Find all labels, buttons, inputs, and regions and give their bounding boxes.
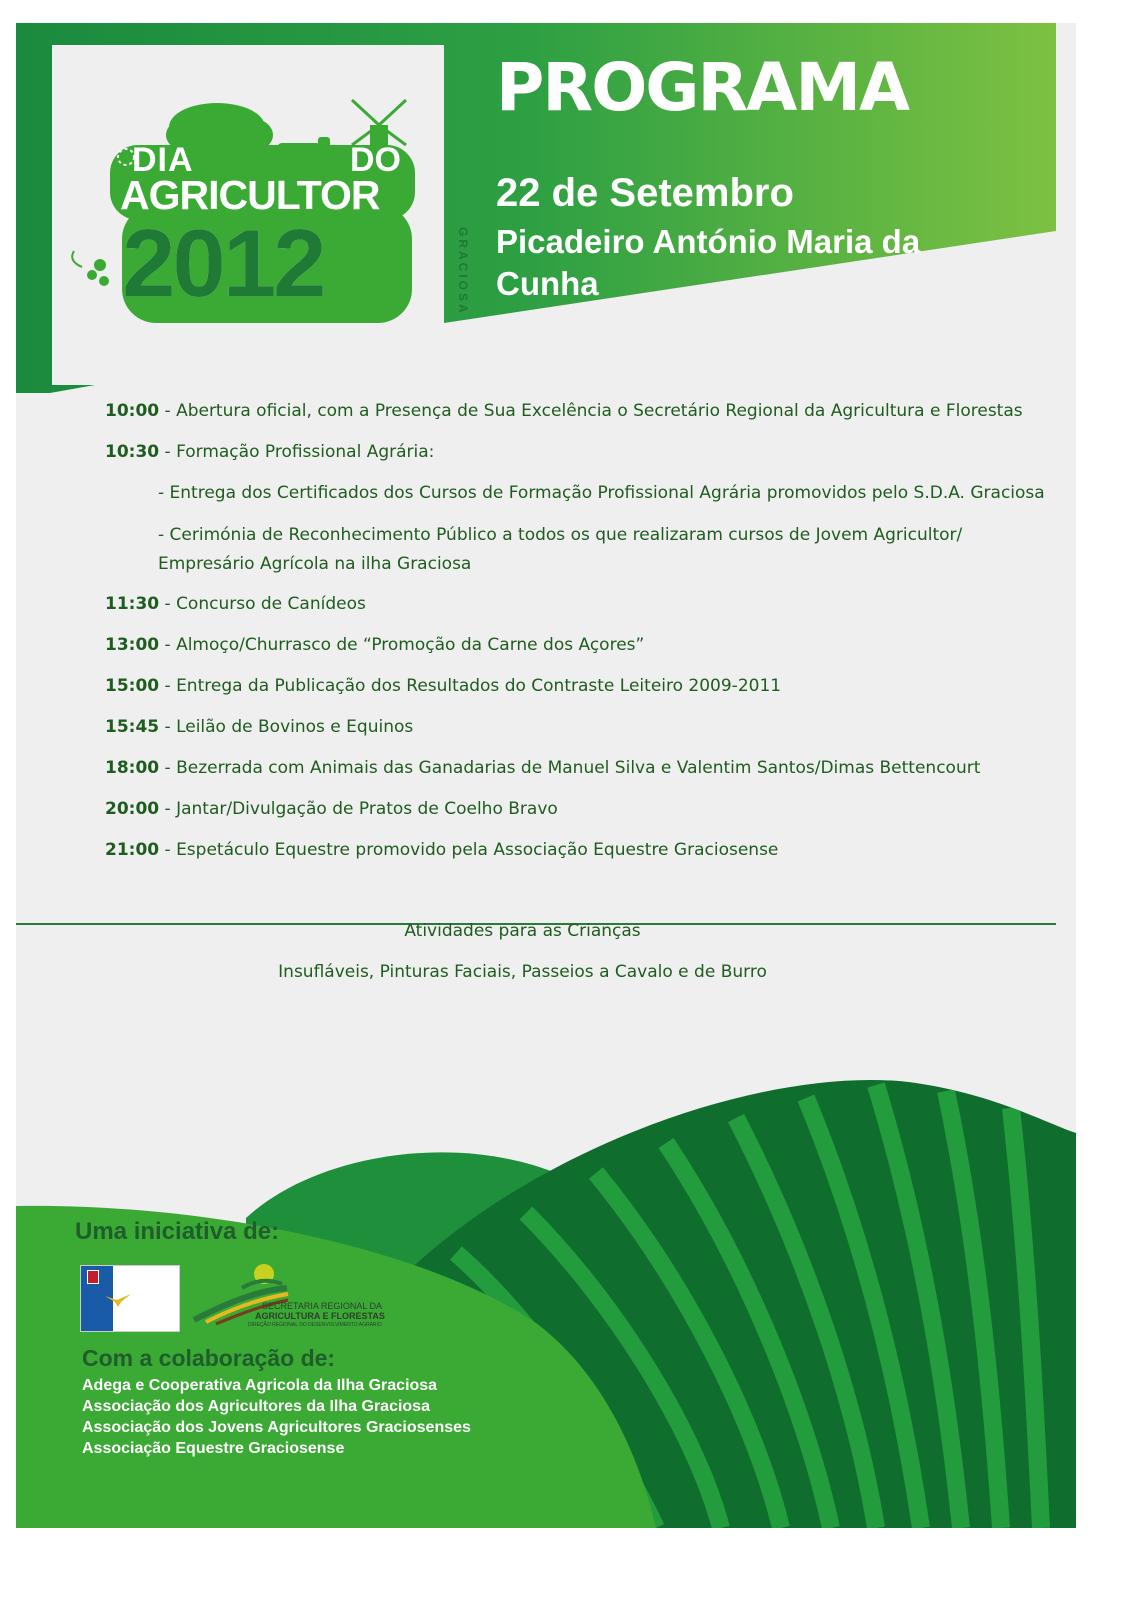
event-venue: Picadeiro António Maria da Cunha bbox=[496, 223, 921, 302]
schedule-item: 11:30 - Concurso de Canídeos bbox=[105, 594, 366, 614]
schedule-list bbox=[105, 398, 1055, 878]
azores-flag-logo bbox=[80, 1265, 180, 1332]
sraf-name-line2: AGRICULTURA E FLORESTAS bbox=[255, 1311, 385, 1321]
sraf-name-line1: SECRETARIA REGIONAL DA bbox=[262, 1301, 383, 1311]
collaboration-list bbox=[82, 1375, 471, 1459]
logo-year: 2012 bbox=[122, 210, 324, 317]
schedule-item: 15:00 - Entrega da Publicação dos Resultados do Contraste Leiteiro 2009-2011 bbox=[105, 676, 782, 696]
partner-item: Associação dos Jovens Agricultores Graciosenses bbox=[82, 1419, 471, 1436]
schedule-item: 13:00 - Almoço/Churrasco de “Promoção da Carne dos Açores” bbox=[105, 635, 645, 655]
schedule-subitem: - Entrega dos Certificados dos Cursos de Formação Profissional Agrária promovidos pelo S.D.A. Graciosa bbox=[158, 483, 1045, 503]
logo-word-agricultor: AGRICULTOR bbox=[120, 172, 380, 218]
schedule-item: 15:45 - Leilão de Bovinos e Equinos bbox=[105, 717, 414, 737]
event-date: 22 de Setembro bbox=[496, 171, 794, 215]
logo-word-do: DO bbox=[350, 141, 401, 179]
schedule-subitem: - Cerimónia de Reconhecimento Público a todos os que realizaram cursos de Jovem Agricultor/ Empresário Agrícola na ilha Graciosa bbox=[158, 525, 963, 574]
partner-item: Associação dos Agricultores da Ilha Graciosa bbox=[82, 1398, 430, 1415]
schedule-item: 18:00 - Bezerrada com Animais das Ganadarias de Manuel Silva e Valentim Santos/Dimas Bettencourt bbox=[105, 758, 981, 778]
logo-word-dia: DIA bbox=[132, 141, 194, 179]
kids-activities-list: Insufláveis, Pinturas Faciais, Passeios a Cavalo e de Burro bbox=[278, 962, 767, 982]
sraf-name-line3: DIREÇÃO REGIONAL DO DESENVOLVIMENTO AGRÁRIO bbox=[248, 1322, 382, 1328]
goshawk-icon bbox=[103, 1288, 133, 1308]
schedule-item: 21:00 - Espetáculo Equestre promovido pela Associação Equestre Graciosense bbox=[105, 840, 779, 860]
collaboration-title: Com a colaboração de: bbox=[82, 1345, 336, 1371]
logo-place: GRACIOSA bbox=[456, 227, 470, 316]
flag-crest-icon bbox=[87, 1270, 99, 1284]
initiative-title: Uma iniciativa de: bbox=[75, 1218, 280, 1245]
partner-item: Adega e Cooperativa Agricola da Ilha Graciosa bbox=[82, 1377, 438, 1394]
kids-title: Atividades para as Crianças bbox=[404, 921, 641, 941]
partner-item: Associação Equestre Graciosense bbox=[82, 1440, 345, 1457]
schedule-item: 10:30 - Formação Profissional Agrária: bbox=[105, 442, 435, 462]
kids-activities bbox=[0, 918, 1045, 1000]
schedule-item: 10:00 - Abertura oficial, com a Presença de Sua Excelência o Secretário Regional da Agricultura e Florestas bbox=[105, 401, 1023, 421]
schedule-item: 20:00 - Jantar/Divulgação de Pratos de Coelho Bravo bbox=[105, 799, 558, 819]
page-title: PROGRAMA bbox=[496, 49, 909, 126]
